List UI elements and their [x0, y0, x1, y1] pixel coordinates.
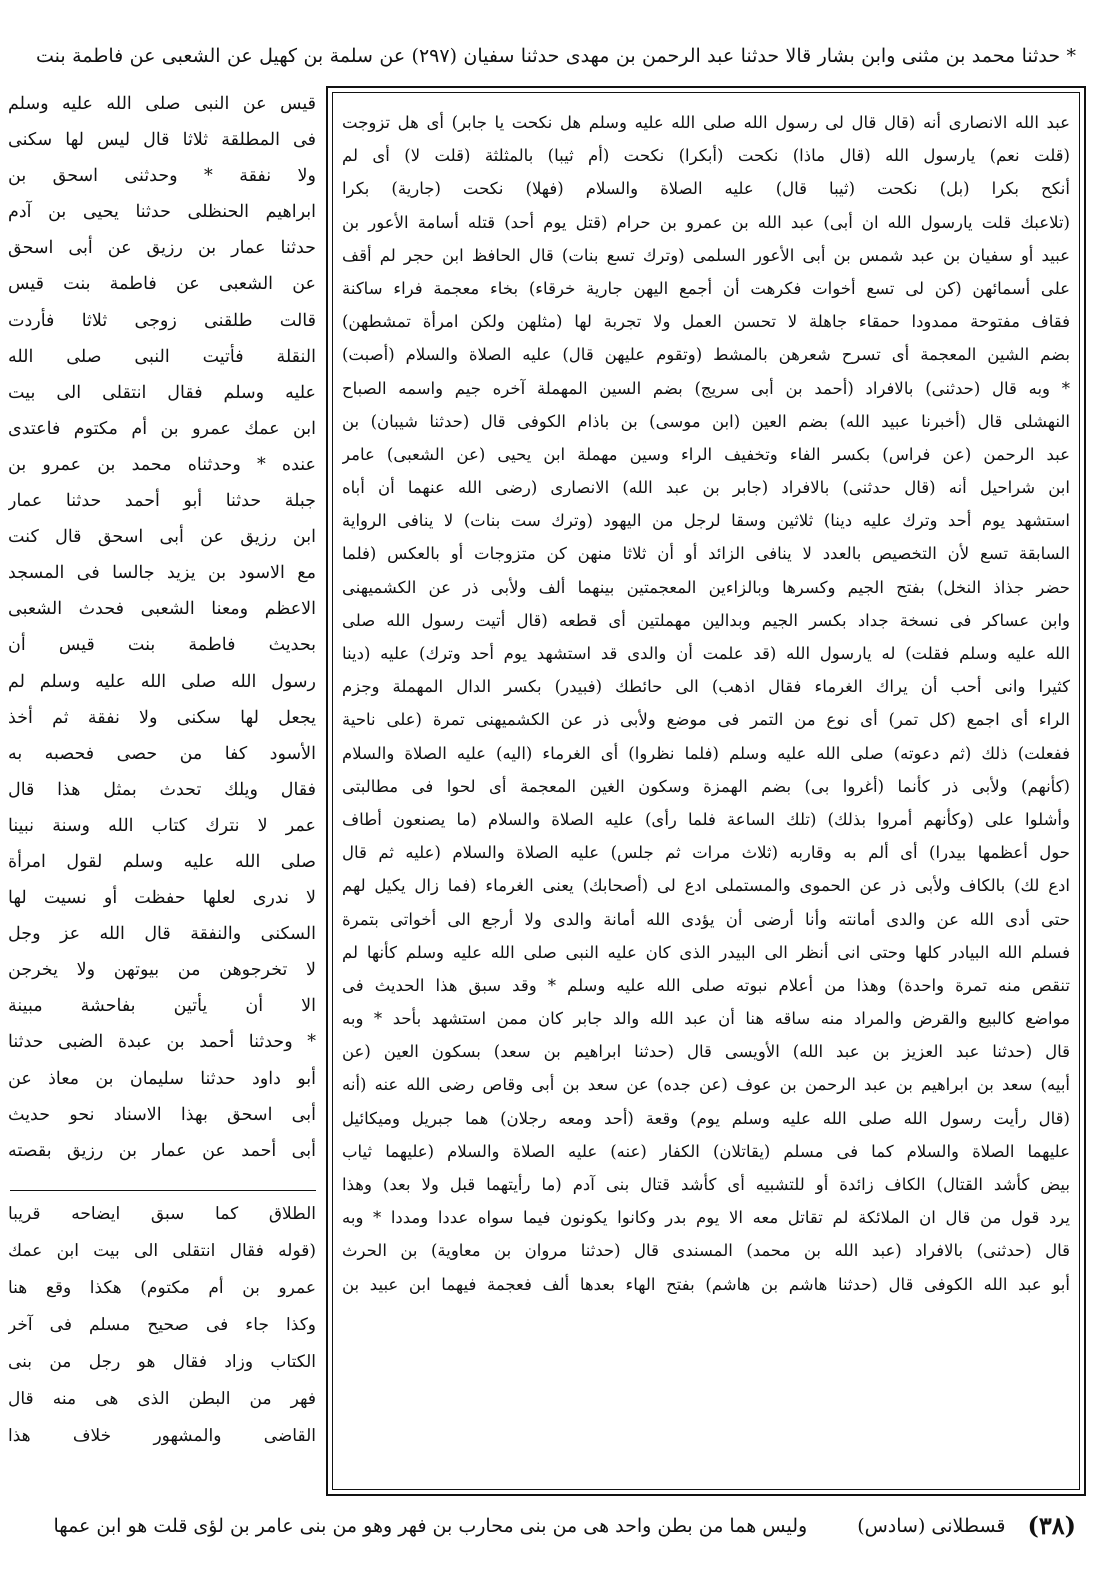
hadith-line: الاعظم ومعنا الشعبى فحدث الشعبى	[8, 599, 316, 620]
hadith-line: بحديث فاطمة بنت قيس أن	[8, 635, 316, 656]
hadith-line: رسول الله صلى الله عليه وسلم لم	[8, 671, 316, 692]
note-line: فهر من البطن الذى هى منه قال	[8, 1389, 316, 1409]
hadith-line: عمر لا نترك كتاب الله وسنة نبينا	[8, 815, 316, 836]
note-line: (قوله فقال انتقلى الى بيت ابن عمك	[8, 1241, 316, 1261]
commentary-line: بيض كأشد القتال) الكاف زائدة أو للتشبيه أى كأشد قتال بنى آدم (ما رأيتهما قبل ولا بعد) وهذا	[342, 1175, 1070, 1194]
commentary-line: على أسمائهن (كن لى تسع أخوات فكرهت أن أجمع اليهن جارية خرقاء) بخاء معجمة فراء ساكنة	[342, 278, 1070, 298]
commentary-line: وأشلوا على (وكأنهم أمروا بذلك) (تلك الساعة فلما رأى) عليه الصلاة والسلام (ما يصنعون أطاف	[342, 809, 1070, 829]
commentary-line: (تلاعبك قلت يارسول الله ان أبى) عبد الله بن عمرو بن حرام (قتل يوم أحد) قتله أسامة الأعور بن	[342, 212, 1070, 232]
commentary-line: حول أعظمها بيدرا) أى ألم به وقاربه (ثلاث مرات ثم جلس) عليه الصلاة والسلام (عليه ثم قال	[342, 843, 1070, 863]
hadith-line: النقلة فأتيت النبى صلى الله	[8, 346, 316, 367]
hadith-text	[8, 86, 316, 1182]
hadith-line: قيس عن النبى صلى الله عليه وسلم	[8, 94, 316, 114]
commentary-line: * وبه قال (حدثنى) بالافراد (أحمد بن أبى سريج) بضم السين المهملة آخره جيم واسمه الصباح	[342, 378, 1070, 398]
commentary-line: عبد الرحمن (عن فراس) بكسر الفاء وتخفيف الراء وسين مهملة ابن يحيى (عن الشعبى) عامر	[342, 444, 1070, 464]
hadith-line: صلى الله عليه وسلم لقول امرأة	[8, 851, 316, 872]
hadith-line: أبى أحمد عن عمار بن رزيق بقصته	[8, 1140, 316, 1161]
hadith-line: فقال ويلك تحدث بمثل هذا قال	[8, 779, 316, 800]
footer	[36, 1506, 1076, 1546]
commentary-line: النهشلى قال (أخبرنا عبيد الله) بضم العين (ابن موسى) بن باذام الكوفى قال (حدثنا شيبان) بن	[342, 411, 1070, 431]
hadith-line: لا تخرجوهن من بيوتهن ولا يخرجن	[8, 960, 316, 981]
commentary-line: أنكح بكرا (بل) نكحت (ثيبا قال) عليه الصلاة والسلام (فهلا) نكحت (جارية) بكرا	[342, 179, 1070, 199]
commentary-text	[342, 106, 1070, 1484]
commentary-line: عبد الله الانصارى أنه (قال قال لى رسول الله صلى الله عليه وسلم هل نكحت يا جابر) أى هل تزوجت	[342, 113, 1070, 132]
hadith-line: * وحدثنا أحمد بن عبدة الضبى حدثنا	[8, 1032, 316, 1053]
note-line: عمرو بن أم مكتوم) هكذا وقع هنا	[8, 1278, 316, 1298]
commentary-line: كثيرا وانى أحب أن يراك الغرماء فقال اذهب) الى حائطك (فبيدر) بكسر الدال المهملة وجزم	[342, 677, 1070, 697]
commentary-line: (كأنهم) ولأبى ذر كأنما (أغروا بى) بضم الهمزة وسكون الغين المعجمة أى لحوا فى مطالبتى	[342, 776, 1070, 796]
hadith-line: ولا نفقة * وحدثنى اسحق بن	[8, 166, 316, 187]
hadith-line: عنده * وحدثناه محمد بن عمرو بن	[8, 454, 316, 475]
hadith-line: يجعل لها سكنى ولا نفقة ثم أخذ	[8, 707, 316, 728]
column-divider	[10, 1190, 316, 1191]
hadith-line: فى المطلقة ثلاثا قال ليس لها سكنى	[8, 130, 316, 151]
hadith-line: مع الاسود بن يزيد جالسا فى المسجد	[8, 563, 316, 584]
hadith-line: ابن عمك عمرو بن أم مكتوم فاعتدى	[8, 418, 316, 439]
commentary-line: مواضع كالبيع والقرض والمراد منه ساقه هنا أن عبد الله والد جابر كان ممن استشهد بأحد * وبه	[342, 1009, 1070, 1029]
commentary-line: (قال رأيت رسول الله صلى الله عليه وسلم يوم) وقعة (أحد ومعه رجلان) هما جبريل وميكائيل	[342, 1108, 1070, 1128]
hadith-line: قالت طلقنى زوجى ثلاثا فأردت	[8, 310, 316, 331]
commentary-line: ادع لك) بالكاف ولأبى ذر عن الحموى والمستملى ادع لى (أصحابك) يعنى الغرماء (فما زال يكيل لهم	[342, 876, 1070, 896]
hadith-line: أبو داود حدثنا سليمان بن معاذ عن	[8, 1068, 316, 1089]
hadith-line: ابن رزيق عن أبى اسحق قال كنت	[8, 527, 316, 548]
commentary-line: ابن شراحيل أنه (قال حدثنى) بالافراد (جابر بن عبد الله) الانصارى (رضى الله عنهما أن أباه	[342, 478, 1070, 498]
commentary-line: تنقص منه تمرة واحدة) وهذا من أعلام نبوته صلى الله عليه وسلم * وقد سبق هذا الحديث فى	[342, 975, 1070, 995]
commentary-line: يرد قول من قال ان الملائكة لم تقاتل معه الا يوم بدر وكانوا يكونون فيما سواه عددا ومددا * وبه	[342, 1208, 1070, 1228]
hadith-line: أبى اسحق بهذا الاسناد نحو حديث	[8, 1104, 316, 1125]
note-line: وكذا جاء فى صحيح مسلم فى آخر	[8, 1315, 316, 1335]
hadith-line: لا ندرى لعلها حفظت أو نسيت لها	[8, 888, 316, 909]
page-number: (٣٨)	[1027, 1511, 1076, 1540]
note-line: القاضى والمشهور خلاف هذا	[8, 1426, 316, 1446]
margin-notes	[8, 1196, 316, 1496]
hadith-line: ابراهيم الحنظلى حدثنا يحيى بن آدم	[8, 202, 316, 223]
commentary-line: وابن عساكر فى نسخة جداد بكسر الجيم وبدالين مهملتين أى قطعه (قال أتيت رسول الله صلى	[342, 610, 1070, 630]
header-line: * حدثنا محمد بن مثنى وابن بشار قالا حدثنا عبد الرحمن بن مهدى حدثنا سفيان (٢٩٧) عن سلمة بن كهيل عن الشعبى عن فاطمة بنت	[36, 45, 1076, 67]
signature-mark: قسطلانى (سادس)	[857, 1515, 1006, 1537]
commentary-line: الراء أى اجمع (كل تمر) أى نوع من التمر فى موضع ولأبى ذر عن الكشميهنى تمرة (على ناحية	[342, 710, 1070, 730]
commentary-line: بضم الشين المعجمة أى تسرح شعرهن بالمشط (وتقوم عليهن قال) عليه الصلاة والسلام (أصبت)	[342, 345, 1070, 365]
hadith-line: السكنى والنفقة قال الله عز وجل	[8, 924, 316, 945]
commentary-line: فسلم الله البيادر كلها وحتى انى أنظر الى البيدر الذى كان عليه النبى صلى الله عليه وسلم كأنها لم	[342, 942, 1070, 962]
hadith-line: عليه وسلم فقال انتقلى الى بيت	[8, 382, 316, 403]
commentary-line: السابقة تسع لأن التخصيص بالعدد لا ينافى الزائد أو أن ثلاثا منهن كن متزوجات أو بالعكس (فلما	[342, 544, 1070, 564]
commentary-line: (قلت نعم) يارسول الله (قال ماذا) نكحت (أبكرا) نكحت (أم ثيبا) بالمثلثة (قلت لا) أى لم	[342, 146, 1070, 166]
commentary-line: أبيه) سعد بن ابراهيم بن عبد الرحمن بن عوف (عن جده) عن سعد بن أبى وقاص رضى الله عنه (أنه	[342, 1075, 1070, 1095]
note-line: الكتاب وزاد فقال هو رجل من بنى	[8, 1352, 316, 1372]
hadith-line: الأسود كفا من حصى فحصبه به	[8, 743, 316, 764]
commentary-column	[326, 86, 1086, 1496]
footer-text: وليس هما من بطن واحد هى من بنى محارب بن فهر وهو من بنى عامر بن لؤى قلت هو ابن عمها	[53, 1515, 808, 1537]
commentary-line: حضر جذاذ النخل) بفتح الجيم وكسرها وبالزاءين المعجمتين بينهما ألف ولأبى ذر عن الكشميهنى	[342, 577, 1070, 597]
commentary-line: فقاف مفتوحة ممدودا حمقاء جاهلة لا تحسن العمل ولا تجربة لها (مثلهن ولكن امرأة تمشطهن)	[342, 312, 1070, 332]
note-line: الطلاق كما سبق ايضاحه قريبا	[8, 1204, 316, 1224]
hadith-line: عن الشعبى عن فاطمة بنت قيس	[8, 274, 316, 295]
hadith-column	[8, 86, 316, 1496]
hadith-line: حدثنا عمار بن رزيق عن أبى اسحق	[8, 238, 316, 259]
hadith-line: الا أن يأتين بفاحشة مبينة	[8, 996, 316, 1017]
commentary-line: عليهما الصلاة والسلام كما فى مسلم (يقاتلان) الكفار (عنه) عليه الصلاة والسلام (عليهما ثياب	[342, 1141, 1070, 1161]
commentary-line: حتى أدى الله عن والدى أمانته وأنا أرضى أن يؤدى الله أمانة والدى ولا أرجع الى أخواتى بتمرة	[342, 909, 1070, 929]
commentary-line: قال (حدثنى) بالافراد (عبد الله بن محمد) المسندى قال (حدثنا مروان بن معاوية) بن الحرث	[342, 1241, 1070, 1261]
commentary-line: عبيد أو سفيان بن عبد شمس بن أبى الأعور السلمى (وترك تسع بنات) قال الحافظ ابن حجر لم أقف	[342, 245, 1070, 265]
commentary-line: أبو عبد الله الكوفى قال (حدثنا هاشم بن هاشم) بفتح الهاء بعدها ألف فعجمة فيهما ابن عبيد بن	[342, 1274, 1070, 1294]
commentary-line: الله عليه وسلم فقلت) له يارسول الله (قد علمت أن والدى قد استشهد يوم أحد وترك) عليه (دينا	[342, 644, 1070, 663]
commentary-line: قال (حدثنا عبد العزيز بن عبد الله) الأويسى قال (حدثنا ابراهيم بن سعد) بسكون العين (عن	[342, 1042, 1070, 1062]
commentary-line: استشهد يوم أحد وترك عليه دينا) ثلاثين وسقا لرجل من اليهود (وترك ست بنات) لا ينافى الرواية	[342, 511, 1070, 531]
hadith-line: جبلة حدثنا أبو أحمد حدثنا عمار	[8, 491, 316, 512]
commentary-line: ففعلت) ذلك (ثم دعوته) صلى الله عليه وسلم (فلما نظروا) أى الغرماء (اليه) عليه الصلاة والسلام	[342, 743, 1070, 763]
